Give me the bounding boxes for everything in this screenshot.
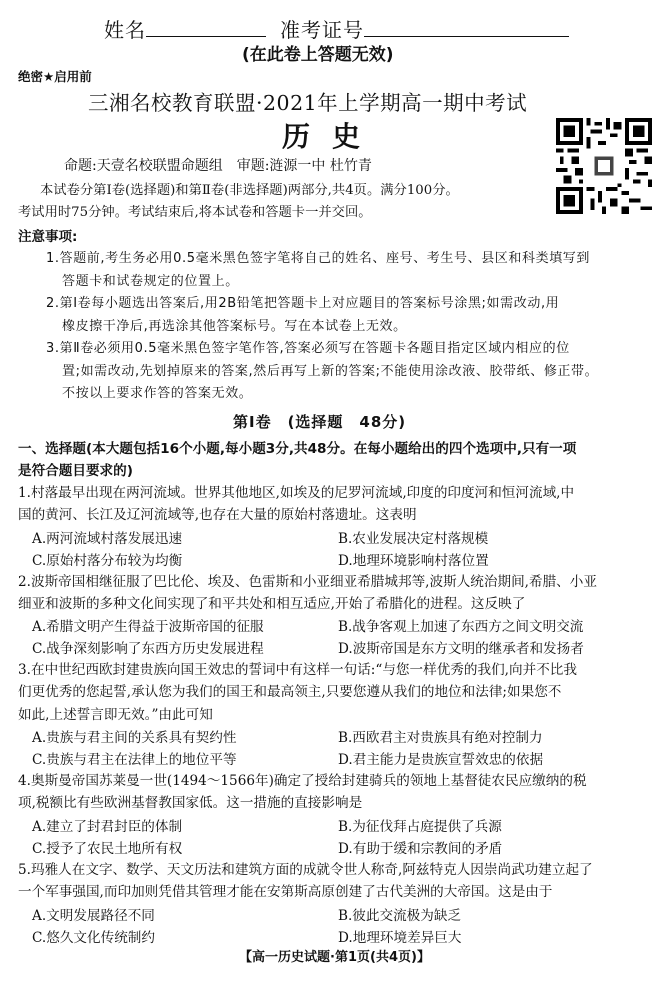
note-line: 置;如需改动,先划掉原来的答案,然后再写上新的答案;不能使用涂改液、胶带纸、修正带。	[62, 363, 599, 379]
question-stem-line: 国的黄河、长江及辽河流域等,也存在大量的原始村落遗址。这表明	[18, 507, 417, 524]
option-d[interactable]: D.君主能力是贵族宣誓效忠的依据	[338, 752, 544, 768]
confidential-mark: 绝密★启用前	[18, 69, 92, 84]
note-item	[46, 248, 654, 293]
subject-title: 历史	[282, 120, 383, 153]
question-stem-line: 项,税额比有些欧洲基督教国家低。这一措施的直接影响是	[18, 795, 363, 812]
question-2	[18, 571, 658, 616]
question-stem-line: 5.玛雅人在文字、数学、天文历法和建筑方面的成就令世人称奇,阿兹特克人因崇尚武功建立起了	[18, 862, 593, 878]
option-a[interactable]: A.两河流域村落发展迅速	[32, 531, 183, 547]
option-a[interactable]: A.贵族与君主间的关系具有契约性	[32, 730, 237, 746]
note-line: 3.第Ⅱ卷必须用0.5毫米黑色签字笔作答,答案必须写在答题卡各题目指定区域内相应的位	[46, 341, 570, 356]
option-d[interactable]: D.地理环境影响村落位置	[338, 553, 489, 569]
name-blank[interactable]	[146, 18, 266, 37]
exam-no-label: 准考证号	[280, 18, 364, 42]
question-stem-line: 2.波斯帝国相继征服了巴比伦、埃及、色雷斯和小亚细亚希腊城邦等,波斯人统治期间,希腊、小亚	[18, 574, 597, 590]
intro-line: 考试用时75分钟。考试结束后,将本试卷和答题卡一并交回。	[18, 205, 372, 220]
option-d[interactable]: D.波斯帝国是东方文明的继承者和发扬者	[338, 641, 584, 657]
question-3	[18, 659, 658, 726]
option-d[interactable]: D.有助于缓和宗教间的矛盾	[338, 841, 503, 857]
page-footer: 【高一历史试题·第1页(共4页)】	[239, 950, 430, 965]
note-line: 橡皮擦干净后,再选涂其他答案标号。写在本试卷上无效。	[62, 318, 407, 334]
question-stem-line: 细亚和波斯的多种文化间实现了和平共处和相互适应,开始了希腊化的进程。这反映了	[18, 596, 526, 613]
answer-invalid-note: (在此卷上答题无效)	[242, 45, 394, 65]
instr-line: 一、选择题(本大题包括16个小题,每小题3分,共48分。在每小题给出的四个选项中,只有一项	[18, 441, 577, 457]
note-line: 1.答题前,考生务必用0.5毫米黑色签字笔将自己的姓名、座号、考生号、县区和科类填写到	[46, 251, 591, 266]
author-line: 命题:天壹名校联盟命题组 审题:涟源一中 杜竹青	[64, 158, 372, 174]
option-b[interactable]: B.彼此交流极为缺乏	[338, 908, 462, 924]
note-item	[46, 293, 654, 338]
option-d[interactable]: D.地理环境差异巨大	[338, 930, 462, 946]
section-instructions	[18, 438, 658, 482]
question-5	[18, 859, 658, 904]
option-b[interactable]: B.战争客观上加速了东西方之间文明交流	[338, 619, 584, 635]
option-a[interactable]: A.建立了封君封臣的体制	[32, 819, 183, 835]
question-stem-line: 3.在中世纪西欧封建贵族向国王效忠的誓词中有这样一句话:“与您一样优秀的我们,向并不比我	[18, 662, 577, 678]
note-line: 不按以上要求作答的答案无效。	[62, 386, 253, 401]
question-stem-line: 如此,上述誓言即无效。”由此可知	[18, 706, 213, 723]
question-stem-line: 4.奥斯曼帝国苏莱曼一世(1494～1566年)确定了授给封建骑兵的领地上基督徒农民应缴纳的税	[18, 773, 587, 789]
intro-line: 本试卷分第Ⅰ卷(选择题)和第Ⅱ卷(非选择题)两部分,共4页。满分100分。	[40, 183, 459, 198]
question-1	[18, 482, 658, 527]
header-info-line	[104, 14, 569, 43]
notes-heading: 注意事项:	[18, 229, 78, 245]
option-b[interactable]: B.西欧君主对贵族具有绝对控制力	[338, 730, 543, 746]
option-a[interactable]: A.文明发展路径不同	[32, 908, 155, 924]
question-stem-line: 1.村落最早出现在两河流域。世界其他地区,如埃及的尼罗河流域,印度的印度河和恒河流域,中	[18, 485, 575, 501]
option-c[interactable]: C.贵族与君主在法律上的地位平等	[32, 752, 237, 768]
option-c[interactable]: C.悠久文化传统制约	[32, 930, 155, 946]
question-stem-line: 一个军事强国,而印加则凭借其管理才能在安第斯高原创建了古代美洲的大帝国。这是由于	[18, 884, 553, 901]
note-line: 答题卡和试卷规定的位置上。	[62, 273, 239, 289]
exam-intro	[18, 180, 643, 224]
section-title: 第Ⅰ卷 (选择题 48分)	[233, 413, 407, 431]
option-b[interactable]: B.为征伐拜占庭提供了兵源	[338, 819, 502, 835]
instr-line: 是符合题目要求的)	[18, 463, 133, 479]
option-c[interactable]: C.授予了农民土地所有权	[32, 841, 183, 857]
exam-no-blank[interactable]	[364, 18, 569, 37]
question-stem-line: 们更优秀的您起誓,承认您为我们的国王和最高领主,只要您遵从我们的地位和法律;如果您不	[18, 684, 562, 701]
name-label: 姓名	[104, 18, 146, 42]
note-item	[46, 338, 654, 406]
exam-title: 三湘名校教育联盟·2021年上学期高一期中考试	[88, 91, 528, 115]
option-b[interactable]: B.农业发展决定村落规模	[338, 531, 489, 547]
option-c[interactable]: C.原始村落分布较为均衡	[32, 553, 183, 569]
note-line: 2.第Ⅰ卷每小题选出答案后,用2B铅笔把答题卡上对应题目的答案标号涂黑;如需改动,用	[46, 296, 560, 311]
option-a[interactable]: A.希腊文明产生得益于波斯帝国的征服	[32, 619, 264, 635]
question-4	[18, 770, 658, 815]
option-c[interactable]: C.战争深刻影响了东西方历史发展进程	[32, 641, 264, 657]
